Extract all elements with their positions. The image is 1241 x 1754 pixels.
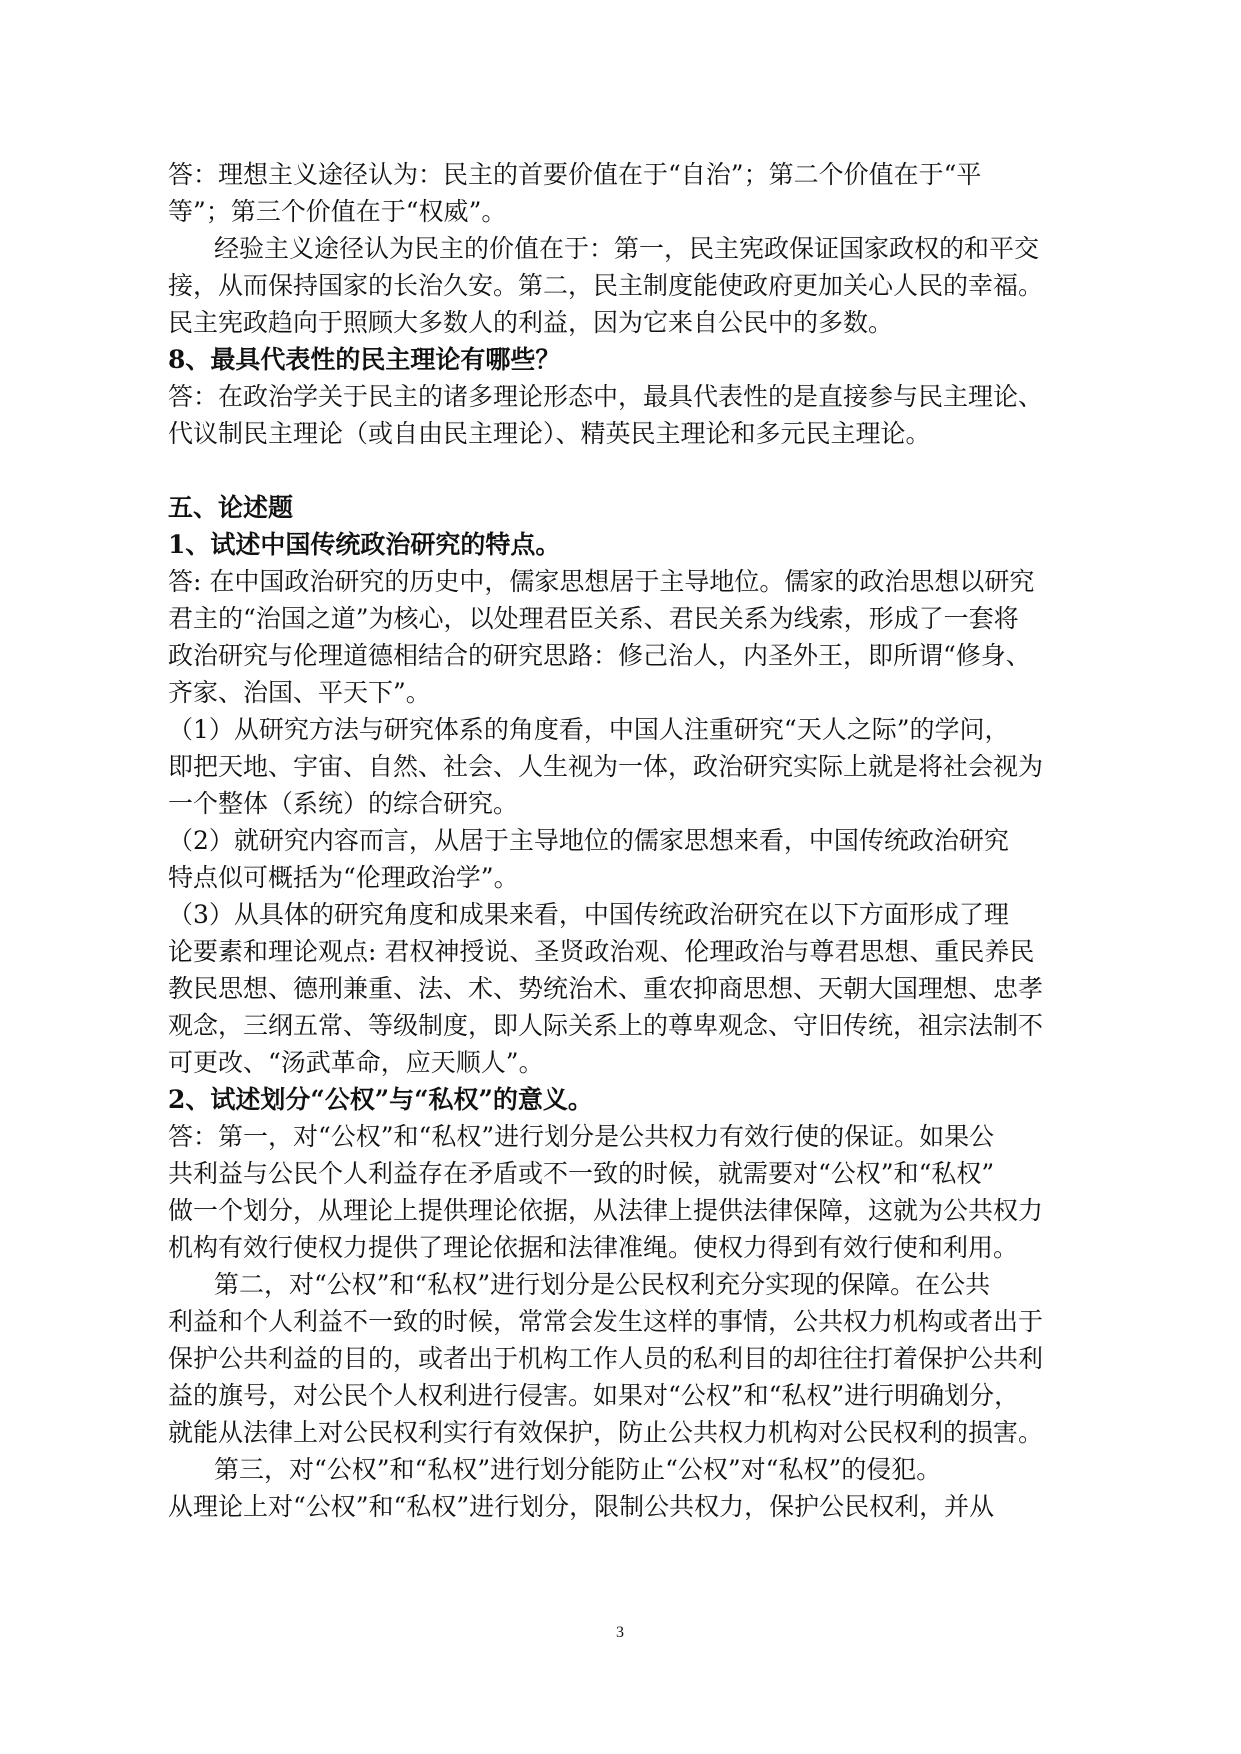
text-line: 第三，对“公权”和“私权”进行划分能防止“公权”对“私权”的侵犯。 [214,1455,942,1484]
text-line: 可更改、“汤武革命，应天顺人”。 [168,1048,544,1077]
text-line: 保护公共利益的目的，或者出于机构工作人员的私利目的却往往打着保护公共利 [168,1344,1044,1373]
text-line: 做一个划分，从理论上提供理论依据，从法律上提供法律保障，这就为公共权力 [168,1196,1044,1225]
text-line: 代议制民主理论（或自由民主理论）、精英民主理论和多元民主理论。 [168,419,931,448]
text-line: 接，从而保持国家的长治久安。第二，民主制度能使政府更加关心人民的幸福。 [168,271,1044,300]
text-line: 经验主义途径认为民主的价值在于：第一，民主宪政保证国家政权的和平交 [214,234,1040,263]
text-line: 等”；第三个价值在于“权威”。 [168,197,507,226]
text-line: 机构有效行使权力提供了理论依据和法律准绳。使权力得到有效行使和利用。 [168,1233,1019,1262]
text-line: 论要素和理论观点: 君权神授说、圣贤政治观、伦理政治与尊君思想、重民养民 [168,937,1035,966]
question-heading: 1、试述中国传统政治研究的特点。 [168,530,561,559]
text-line: 君主的“治国之道”为核心，以处理君臣关系、君民关系为线索，形成了一套将 [168,604,1019,633]
text-line: （2）就研究内容而言，从居于主导地位的儒家思想来看，中国传统政治研究 [168,826,1009,855]
text-line: 民主宪政趋向于照顾大多数人的利益，因为它来自公民中的多数。 [168,308,894,337]
text-line: 就能从法律上对公民权利实行有效保护，防止公共权力机构对公民权利的损害。 [168,1418,1044,1447]
text-line: 利益和个人利益不一致的时候，常常会发生这样的事情，公共权力机构或者出于 [168,1307,1044,1336]
question-heading: 2、试述划分“公权”与“私权”的意义。 [168,1085,593,1114]
text-line: 即把天地、宇宙、自然、社会、人生视为一体，政治研究实际上就是将社会视为 [168,752,1044,781]
text-line: 教民思想、德刑兼重、法、术、势统治术、重农抑商思想、天朝大国理想、忠孝 [168,974,1044,1003]
text-line: 齐家、治国、平天下”。 [168,678,431,707]
page-number: 3 [616,1624,624,1641]
text-line: 观念，三纲五常、等级制度，即人际关系上的尊卑观念、守旧传统，祖宗法制不 [168,1011,1044,1040]
text-line: （3）从具体的研究角度和成果来看，中国传统政治研究在以下方面形成了理 [168,900,1009,929]
text-line: 政治研究与伦理道德相结合的研究思路：修己治人，内圣外王，即所谓“修身、 [168,641,1031,670]
blank-line [168,452,1068,489]
section-heading: 五、论述题 [168,493,294,522]
text-line: （1）从研究方法与研究体系的角度看，中国人注重研究“天人之际”的学问， [168,715,1010,744]
question-heading: 8、最具代表性的民主理论有哪些？ [168,345,561,374]
text-line: 益的旗号，对公民个人权利进行侵害。如果对“公权”和“私权”进行明确划分， [168,1381,1020,1410]
text-line: 答: 在中国政治研究的历史中，儒家思想居于主导地位。儒家的政治思想以研究 [168,567,1035,596]
text-line: 第二，对“公权”和“私权”进行划分是公民权利充分实现的保障。在公共 [214,1270,991,1299]
text-line: 特点似可概括为“伦理政治学”。 [168,863,519,892]
text-line: 共利益与公民个人利益存在矛盾或不一致的时候，就需要对“公权”和“私权” [168,1159,995,1188]
text-line: 从理论上对“公权”和“私权”进行划分，限制公共权力，保护公民权利，并从 [168,1492,995,1521]
text-line: 答：理想主义途径认为：民主的首要价值在于“自治”；第二个价值在于“平 [168,160,982,189]
text-line: 一个整体（系统）的综合研究。 [168,789,519,818]
text-line: 答：在政治学关于民主的诸多理论形态中，最具代表性的是直接参与民主理论、 [168,382,1044,411]
text-line: 答：第一，对“公权”和“私权”进行划分是公共权力有效行使的保证。如果公 [168,1122,995,1151]
page-body [168,156,1068,1525]
